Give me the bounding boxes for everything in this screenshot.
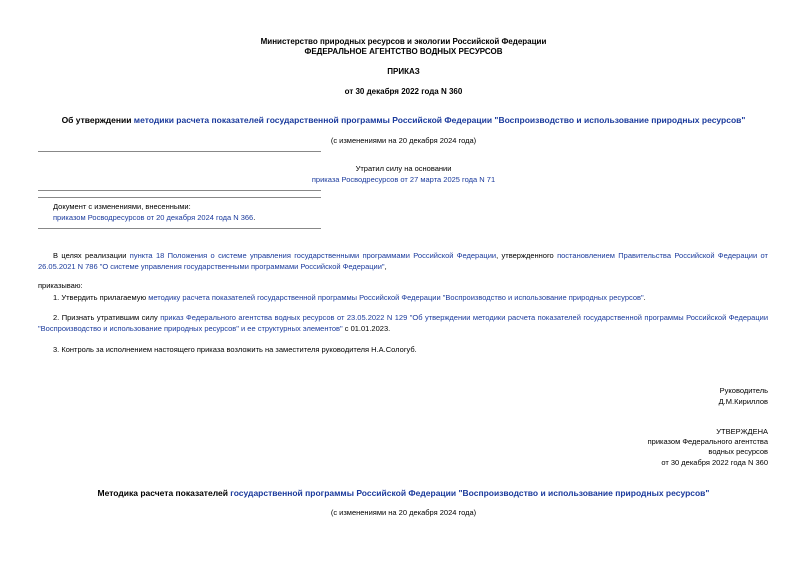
preamble-paragraph	[38, 250, 768, 272]
document-date: от 30 декабря 2022 года N 360	[344, 87, 463, 96]
preamble-text: В целях реализации	[53, 251, 130, 260]
changes-suffix: .	[253, 213, 256, 222]
title-prefix: Об утверждении	[61, 115, 134, 125]
order-word: приказываю:	[38, 281, 83, 290]
divider	[38, 190, 321, 191]
changes-link[interactable]: приказом Росводресурсов от 20 декабря 2024 года N 366	[53, 213, 254, 222]
agency-name: ФЕДЕРАЛЬНОЕ АГЕНТСТВО ВОДНЫХ РЕСУРСОВ	[304, 47, 503, 56]
preamble-text: ,	[384, 262, 387, 271]
preamble-regulation-link[interactable]: пункта 18 Положения о системе управления государственными программами Российской Федерации	[129, 251, 497, 260]
ministry-name: Министерство природных ресурсов и экологии Российской Федерации	[260, 37, 547, 46]
item-3: 3. Контроль за исполнением настоящего приказа возложить на заместителя руководителя Н.А.Сологуб.	[53, 345, 417, 354]
item-1-methodology-link[interactable]: методику расчета показателей государственной программы Российской Федерации "Воспроизводство и использование природных ресурсов"	[148, 293, 644, 302]
title-methodology-link[interactable]: методики расчета показателей государственной программы Российской Федерации "Воспроизводство и использование природных ресурсов"	[133, 115, 746, 125]
approval-line: от 30 декабря 2022 года N 360	[661, 458, 768, 467]
item-2	[38, 312, 768, 334]
item-text: 1. Утвердить прилагаемую	[53, 293, 149, 302]
divider	[38, 151, 321, 152]
document-type: ПРИКАЗ	[387, 67, 420, 76]
invalidation-link[interactable]: приказа Росводресурсов от 27 марта 2025 года N 71	[311, 175, 496, 184]
amendment-note: (с изменениями на 20 декабря 2024 года)	[330, 136, 477, 145]
item-text: с 01.01.2023.	[342, 324, 391, 333]
divider	[38, 228, 321, 229]
divider	[38, 197, 321, 198]
signature-role: Руководитель	[719, 386, 768, 395]
item-2-order-link[interactable]: приказ Федерального агентства водных ресурсов от 23.05.2022 N 129 "Об утверждении методики расчета показателей государственной программы Российской Федерации "Воспроизводство и использование природных ресурсов" и ее структурных элементов"	[38, 313, 769, 333]
approval-line: водных ресурсов	[708, 447, 768, 456]
item-text: .	[643, 293, 646, 302]
document-title	[0, 115, 807, 125]
signature-name: Д.М.Кириллов	[718, 397, 768, 406]
changes-line	[53, 213, 255, 222]
item-text: 2. Признать утратившим силу	[53, 313, 161, 322]
changes-label: Документ с изменениями, внесенными:	[53, 202, 191, 211]
approval-line: УТВЕРЖДЕНА	[716, 427, 768, 436]
methodology-amendment-note: (с изменениями на 20 декабря 2024 года)	[330, 508, 477, 517]
preamble-text: , утвержденного	[496, 251, 558, 260]
methodology-program-link[interactable]: государственной программы Российской Федерации "Воспроизводство и использование природных ресурсов"	[230, 488, 710, 498]
methodology-title-prefix: Методика расчета показателей	[97, 488, 231, 498]
item-1	[38, 292, 768, 303]
invalidation-text: Утратил силу на основании	[355, 164, 452, 173]
methodology-title	[0, 488, 807, 498]
preamble-decree-link[interactable]: постановлением Правительства Российской Федерации от 26.05.2021 N 786 "О системе управления государственными программами Российской Федерации"	[38, 251, 768, 271]
approval-line: приказом Федерального агентства	[647, 437, 768, 446]
